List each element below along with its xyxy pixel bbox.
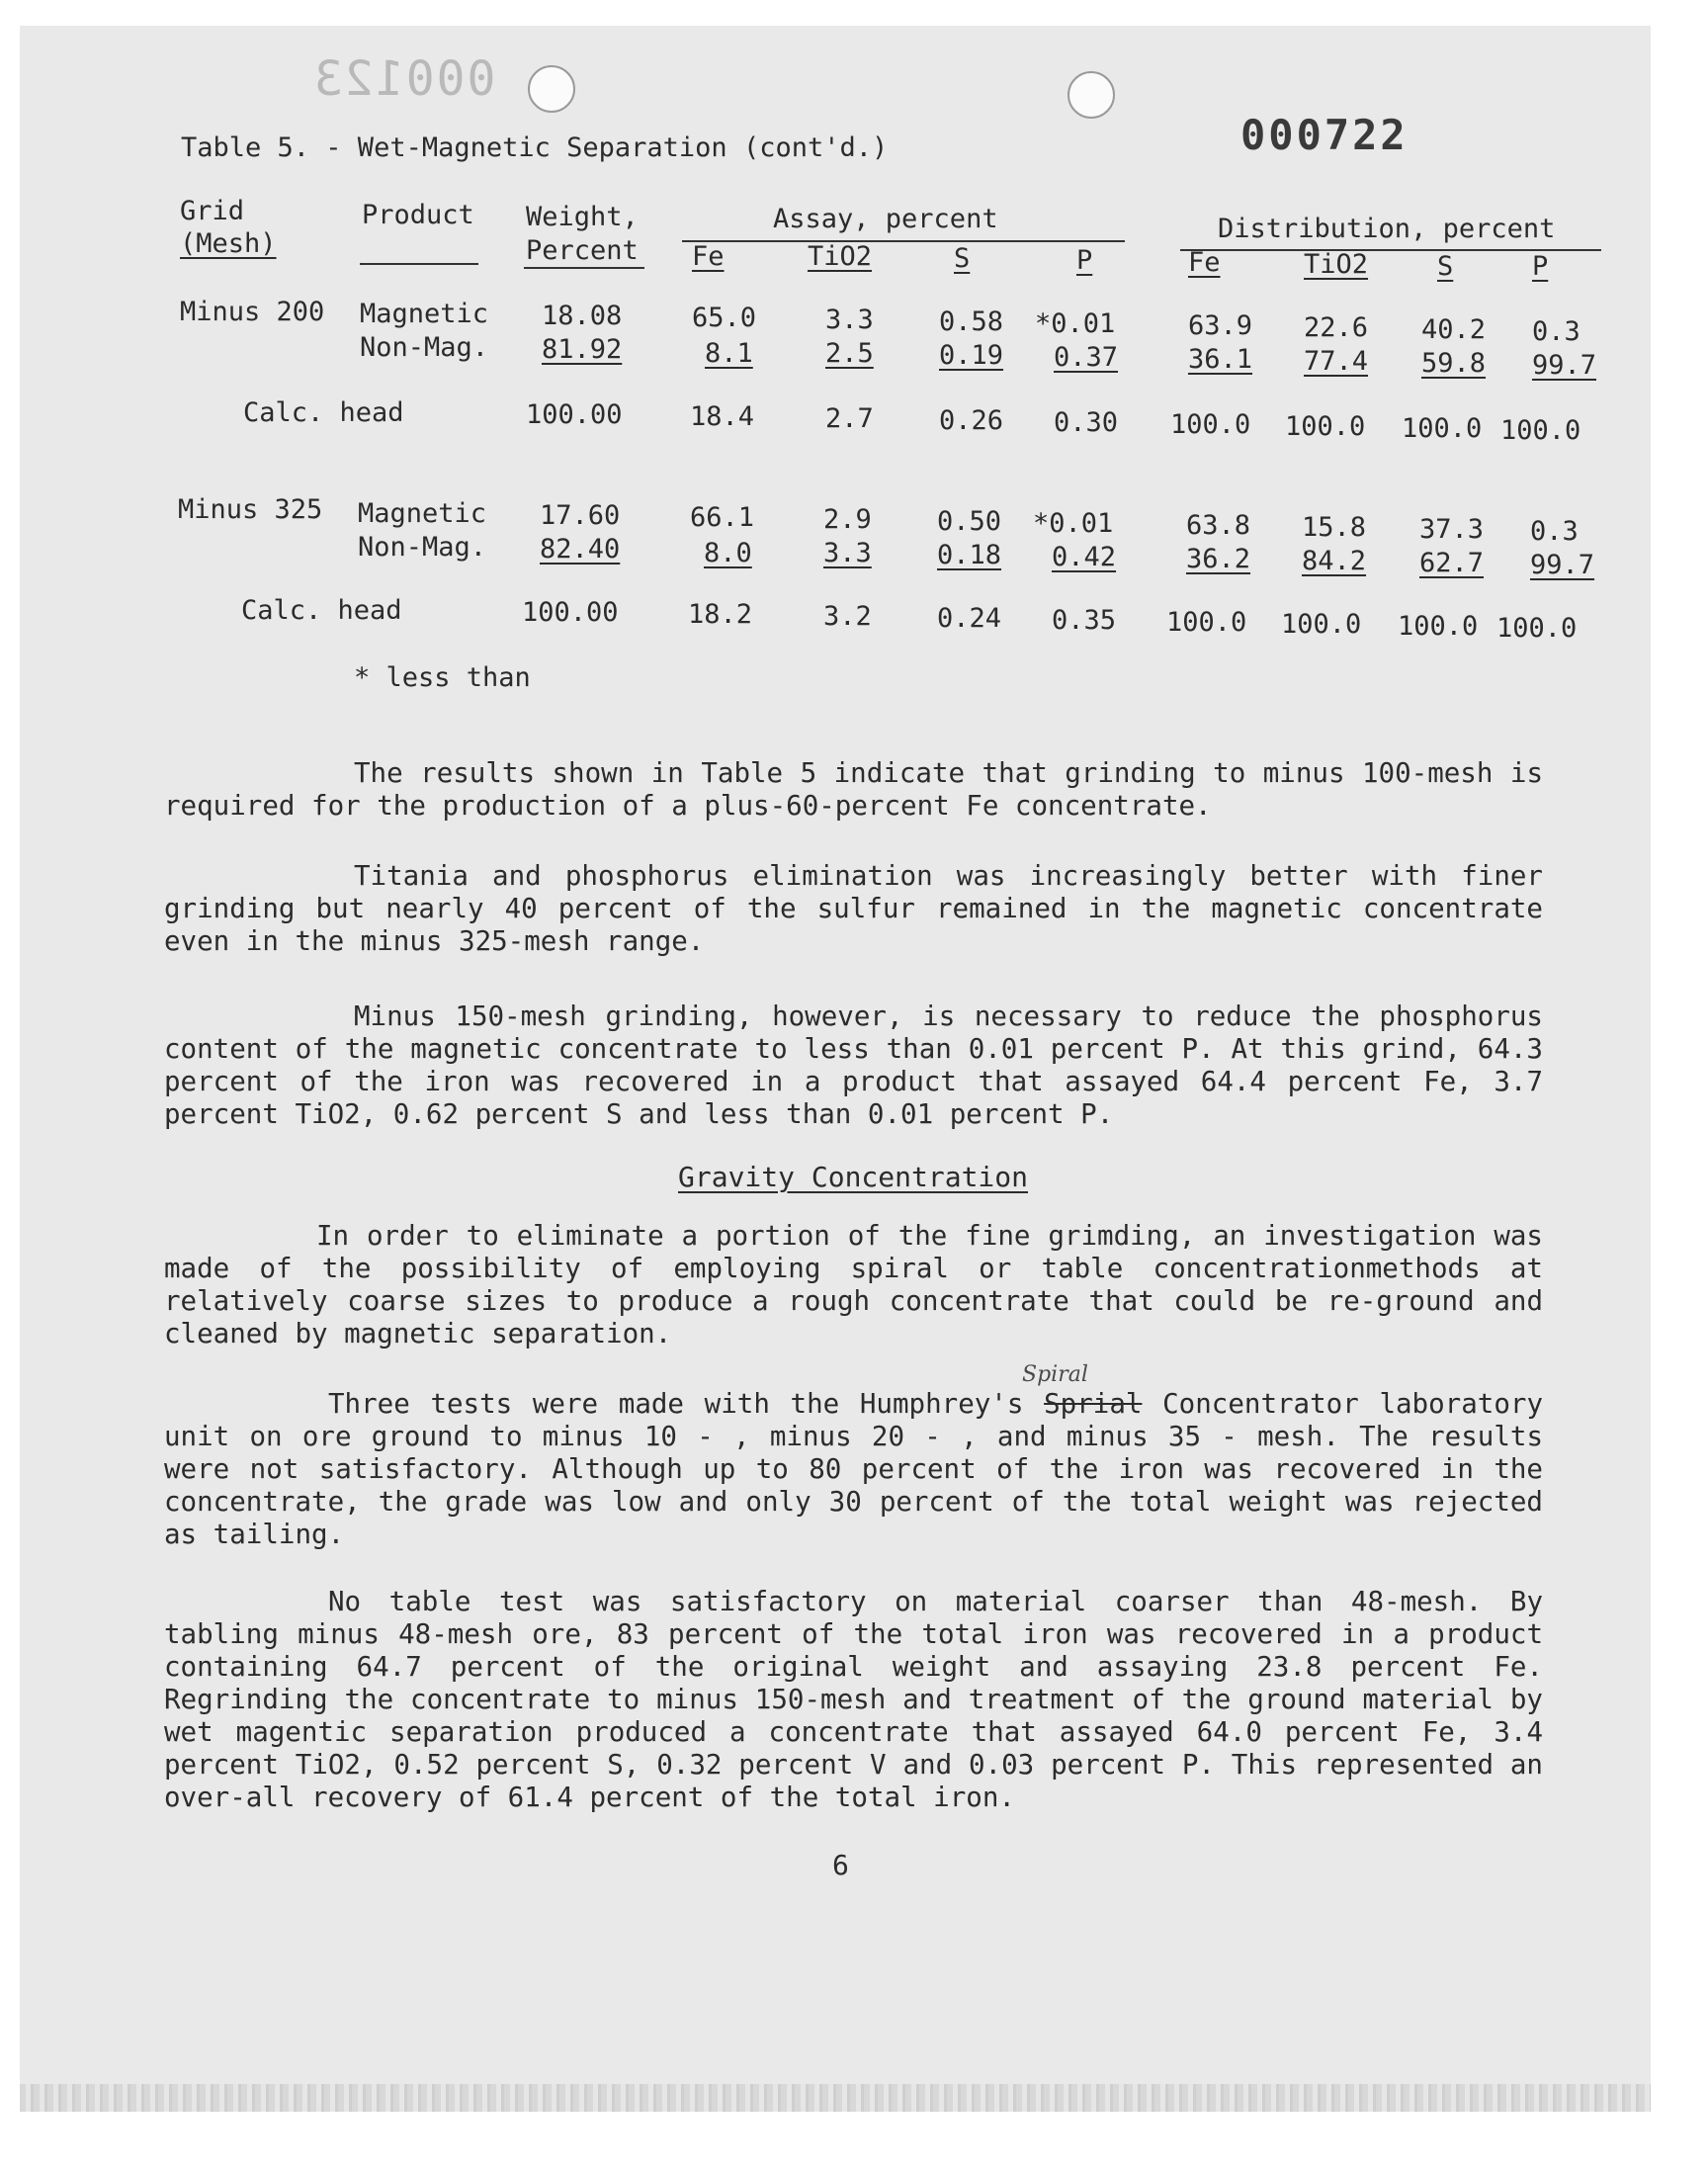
header-grid: Grid [180,196,245,226]
weight-cell: 100.00 [522,597,619,628]
paragraph-4 [164,1220,1543,1350]
assay-cell: 0.35 [1052,605,1117,636]
header-dist-s: S [1437,251,1454,282]
assay-cell: 0.19 [939,340,1004,371]
header-weight: Weight, [526,202,639,232]
paragraph-text: Titania and phosphorus elimination was increasingly better with finer grinding but nearly 40 percent of the sulfur remained in the magnetic concentrate even in the minus 325-mesh range. [164,860,1543,957]
paragraph-text-rest: Concentrator laboratory unit on ore ground to minus 10 - , minus 20 - , and minus 35 - mesh. The results were not satisfactory. Although up to 80 percent of the iron was recovered in the concentrate, the grade was low and only 30 percent of the total weight was rejected as tailing. [164,1388,1544,1550]
punch-hole [1068,71,1115,119]
assay-cell: 18.4 [690,401,755,432]
assay-cell: 8.1 [705,338,753,369]
dist-cell: 59.8 [1421,348,1487,379]
paragraph-text: In order to eliminate a portion of the fine grimding, an investigation was made of the possibility of employing spiral or table concentrationmethods at relatively coarse sizes to produce a rough concentrate that could be re-ground and cleaned by magnetic separation. [164,1220,1543,1349]
assay-cell: 65.0 [692,303,757,333]
page-number: 6 [832,1849,849,1881]
struck-word: Sprial [1044,1388,1143,1420]
ghost-stamp-number: 000123 [312,51,496,107]
dist-cell: 15.8 [1302,512,1367,543]
dist-cell: 99.7 [1530,550,1595,580]
dist-cell: 100.0 [1500,415,1581,446]
product-cell: Magnetic [358,498,487,529]
dist-cell: 36.2 [1186,544,1251,574]
handwritten-correction: Spiral [1022,1362,1088,1387]
header-assay-tio2: TiO2 [808,241,873,272]
weight-cell: 81.92 [542,334,623,365]
paragraph-text: The results shown in Table 5 indicate that grinding to minus 100-mesh is required for the production of a plus-60-percent Fe concentrate. [164,757,1543,822]
dist-cell: 100.0 [1281,609,1362,640]
assay-cell: 66.1 [690,502,755,533]
dist-cell: 40.2 [1421,314,1487,345]
dist-cell: 100.0 [1398,611,1479,642]
dist-cell: 100.0 [1170,409,1251,440]
assay-cell: 0.18 [937,540,1002,570]
dist-cell: 36.1 [1188,344,1253,375]
weight-cell: 17.60 [540,500,621,531]
assay-cell: 0.26 [939,405,1004,436]
assay-cell: 0.30 [1054,407,1119,438]
product-cell: Non-Mag. [360,332,489,363]
dist-cell: 100.0 [1496,613,1578,644]
dist-cell: 100.0 [1402,413,1483,444]
header-assay-s: S [954,243,971,274]
dist-cell: 100.0 [1285,411,1366,442]
table-footnote: * less than [354,662,531,693]
dist-cell: 77.4 [1304,346,1369,377]
paragraph-1 [164,757,1543,823]
paragraph-5 [164,1388,1543,1551]
header-dist-tio2: TiO2 [1304,249,1369,280]
document-number: 000722 [1240,111,1409,159]
dist-cell: 100.0 [1166,607,1247,638]
assay-cell: 8.0 [704,538,752,568]
calc-head-label: Calc. head [243,397,404,428]
paragraph-2 [164,860,1543,958]
weight-cell: 100.00 [526,399,623,430]
assay-cell: 0.37 [1054,342,1119,373]
dist-cell: 0.3 [1532,316,1580,347]
header-assay-p: P [1076,245,1093,276]
section-heading: Gravity Concentration [678,1161,1029,1193]
dist-cell: 63.8 [1186,510,1251,541]
dist-cell: 62.7 [1419,548,1485,578]
assay-cell: 3.2 [823,601,872,632]
header-dist-fe: Fe [1188,247,1221,278]
table-title: Table 5. - Wet-Magnetic Separation (cont'd.) [181,132,889,163]
assay-cell: 18.2 [688,599,753,630]
paragraph-text: No table test was satisfactory on material coarser than 48-mesh. By tabling minus 48-mesh ore, 83 percent of the total iron was recovered in a product containing 64.7 percent of the original weight and assaying 23.8 percent Fe. Regrinding the concentrate to minus 150-mesh and treatment of the ground material by wet magentic separation produced a concentrate that assayed 64.0 percent Fe, 3.4 percent TiO2, 0.52 percent S, 0.32 percent V and 0.03 percent P. This represented an over-all recovery of 61.4 percent of the total iron. [164,1586,1543,1813]
header-dist-p: P [1532,251,1549,282]
assay-cell: 0.42 [1052,542,1117,572]
assay-cell: 2.5 [825,338,874,369]
header-percent: Percent [526,235,639,266]
assay-cell: 3.3 [825,304,874,335]
product-cell: Non-Mag. [358,532,487,563]
dist-cell: 37.3 [1419,514,1485,545]
assay-cell: *0.01 [1035,308,1116,339]
header-distribution: Distribution, percent [1218,214,1556,244]
assay-cell: 0.58 [939,306,1004,337]
weight-cell: 18.08 [542,301,623,331]
product-cell: Magnetic [360,299,489,329]
grid-label: Minus 200 [180,297,325,327]
paragraph-3 [164,1000,1543,1131]
dist-cell: 0.3 [1530,516,1579,547]
header-mesh: (Mesh) [180,228,277,259]
paragraph-text-start: Three tests were made with the Humphrey's [328,1388,1024,1420]
header-assay-fe: Fe [692,241,725,272]
dist-cell: 63.9 [1188,310,1253,341]
page-edge-scan-artifact [20,2084,1651,2112]
assay-cell: 2.7 [825,403,874,434]
assay-cell: 2.9 [823,504,872,535]
paragraph-6 [164,1586,1543,1814]
dist-cell: 22.6 [1304,312,1369,343]
weight-cell: 82.40 [540,534,621,565]
assay-span-rule [682,240,1125,242]
paragraph-text: Minus 150-mesh grinding, however, is necessary to reduce the phosphorus content of the magnetic concentrate to less than 0.01 percent P. At this grind, 64.3 percent of the iron was recovered in a product that assayed 64.4 percent Fe, 3.7 percent TiO2, 0.62 percent S and less than 0.01 percent P. [164,1000,1543,1130]
assay-cell: 0.50 [937,506,1002,537]
header-rule [524,267,644,269]
calc-head-label: Calc. head [241,595,402,626]
dist-cell: 99.7 [1532,350,1597,381]
assay-cell: *0.01 [1033,508,1114,539]
assay-cell: 3.3 [823,538,872,568]
header-assay: Assay, percent [773,204,998,234]
dist-cell: 84.2 [1302,546,1367,576]
grid-label: Minus 325 [178,494,323,525]
assay-cell: 0.24 [937,603,1002,634]
header-product: Product [362,200,474,230]
paragraph-text [164,1388,1543,1551]
header-rule [360,263,478,265]
punch-hole [528,65,575,113]
